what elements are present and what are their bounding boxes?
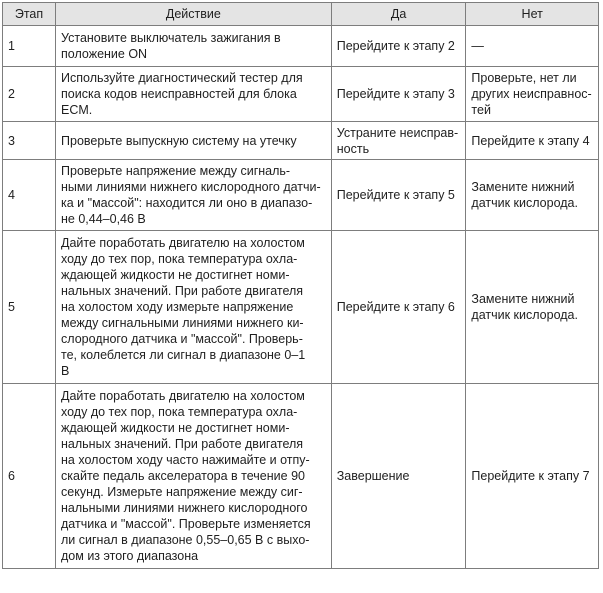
step-cell: 5 <box>3 231 56 384</box>
table-row <box>3 26 599 67</box>
table-row <box>3 384 599 569</box>
no-cell: Проверьте, нет ли других неисправнос- тей <box>466 67 599 122</box>
yes-cell: Перейдите к этапу 2 <box>331 26 466 67</box>
yes-cell: Перейдите к этапу 3 <box>331 67 466 122</box>
header-no: Нет <box>466 3 599 26</box>
action-cell: Дайте поработать двигателю на холостом ходу до тех пор, пока температура охла- ждающей жидкости не достигнет номи- нальных значений. При работе двигателя на холостом ходу часто нажимайте и отпу- скайте педаль акселератора в течение 90 секунд. Измерьте напряжение между сиг- нальными линиями нижнего кислородного датчика и "массой". Проверьте изменяется ли сигнал в диапазоне 0,55–0,65 В с выхо- дом из этого диапазона <box>56 384 332 569</box>
action-cell: Проверьте выпускную систему на утечку <box>56 122 332 160</box>
step-cell: 4 <box>3 160 56 231</box>
table-row <box>3 122 599 160</box>
yes-cell: Перейдите к этапу 5 <box>331 160 466 231</box>
header-yes: Да <box>331 3 466 26</box>
action-cell: Дайте поработать двигателю на холостом ходу до тех пор, пока температура охла- ждающей жидкости не достигнет номи- нальных значений. При работе двигателя на холостом ходу измерьте напряжение между сигнальными линиями нижнего ки- слородного датчика и "массой". Проверь- те, колеблется ли сигнал в диапазоне 0–1 В <box>56 231 332 384</box>
no-cell: Перейдите к этапу 7 <box>466 384 599 569</box>
yes-cell: Перейдите к этапу 6 <box>331 231 466 384</box>
no-cell: Замените нижний датчик кислорода. <box>466 231 599 384</box>
yes-cell: Устраните неисправ- ность <box>331 122 466 160</box>
action-cell: Используйте диагностический тестер для поиска кодов неисправностей для блока ECM. <box>56 67 332 122</box>
action-cell: Установите выключатель зажигания в положение ON <box>56 26 332 67</box>
header-action: Действие <box>56 3 332 26</box>
step-cell: 6 <box>3 384 56 569</box>
action-cell: Проверьте напряжение между сигналь- ными линиями нижнего кислородного датчи- ка и "массой": находится ли оно в диапазо- не 0,44–0,46 В <box>56 160 332 231</box>
no-cell: — <box>466 26 599 67</box>
step-cell: 3 <box>3 122 56 160</box>
diagnostic-procedure-table <box>2 2 599 569</box>
header-step: Этап <box>3 3 56 26</box>
table-row <box>3 67 599 122</box>
step-cell: 2 <box>3 67 56 122</box>
diagnostic-table-container <box>2 2 599 569</box>
no-cell: Замените нижний датчик кислорода. <box>466 160 599 231</box>
table-row <box>3 231 599 384</box>
yes-cell: Завершение <box>331 384 466 569</box>
table-header-row <box>3 3 599 26</box>
table-row <box>3 160 599 231</box>
step-cell: 1 <box>3 26 56 67</box>
no-cell: Перейдите к этапу 4 <box>466 122 599 160</box>
